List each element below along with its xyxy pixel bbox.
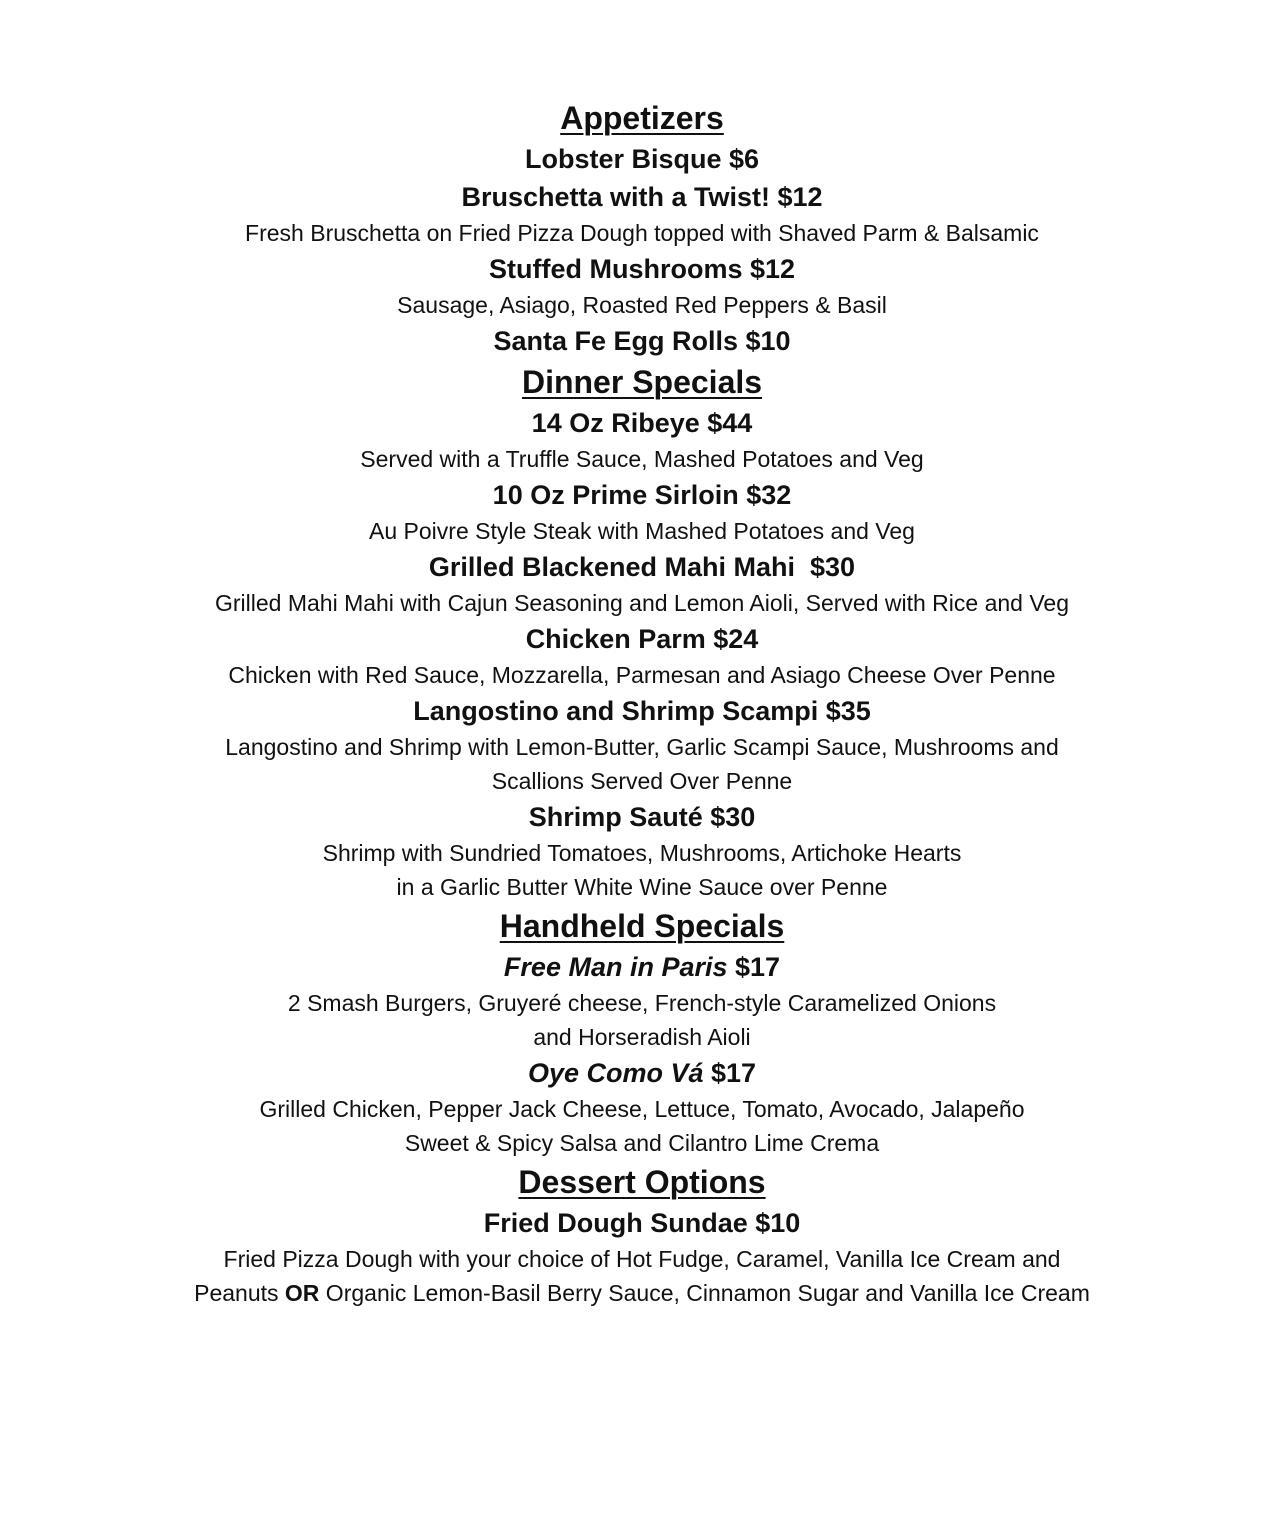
free-man-in-paris-title: Free Man in Paris xyxy=(503,952,728,982)
dessert-options-section xyxy=(0,1160,1284,1310)
stuffed-mushrooms-name: Stuffed Mushrooms $12 xyxy=(488,254,796,284)
free-man-in-paris-name xyxy=(0,948,1284,986)
shrimp-saute-description-line2: in a Garlic Butter White Wine Sauce over Penne xyxy=(396,874,888,900)
oye-como-va-price: $17 xyxy=(703,1058,757,1088)
chicken-parm-description: Chicken with Red Sauce, Mozzarella, Parmesan and Asiago Cheese Over Penne xyxy=(228,662,1056,688)
free-man-in-paris-description-line1: 2 Smash Burgers, Gruyeré cheese, French-style Caramelized Onions xyxy=(287,990,997,1016)
mahi-mahi-description: Grilled Mahi Mahi with Cajun Seasoning and Lemon Aioli, Served with Rice and Veg xyxy=(214,590,1070,616)
handheld-specials-section xyxy=(0,904,1284,1160)
sundae-desc-part-b: Organic Lemon-Basil Berry Sauce, Cinnamon Sugar and Vanilla Ice Cream xyxy=(319,1280,1090,1306)
oye-como-va-title: Oye Como Vá xyxy=(527,1058,704,1088)
stuffed-mushrooms-description: Sausage, Asiago, Roasted Red Peppers & Basil xyxy=(397,292,887,318)
oye-como-va-name xyxy=(0,1054,1284,1092)
mahi-mahi-name xyxy=(0,548,1284,586)
chicken-parm-name: Chicken Parm $24 xyxy=(525,624,759,654)
appetizers-heading: Appetizers xyxy=(560,100,724,136)
ribeye-name: 14 Oz Ribeye $44 xyxy=(531,408,753,438)
bruschetta-name: Bruschetta with a Twist! $12 xyxy=(461,182,823,212)
shrimp-saute-description-line1: Shrimp with Sundried Tomatoes, Mushrooms, Artichoke Hearts xyxy=(322,840,962,866)
appetizers-section xyxy=(0,96,1284,360)
dessert-options-heading: Dessert Options xyxy=(518,1164,766,1200)
dinner-specials-heading: Dinner Specials xyxy=(521,364,763,400)
sirloin-description: Au Poivre Style Steak with Mashed Potatoes and Veg xyxy=(369,518,915,544)
lobster-bisque-name: Lobster Bisque $6 xyxy=(524,144,760,174)
handheld-specials-heading: Handheld Specials xyxy=(499,908,785,944)
mahi-mahi-name-text: Grilled Blackened Mahi Mahi $30 xyxy=(428,552,856,582)
egg-rolls-name: Santa Fe Egg Rolls $10 xyxy=(493,326,791,356)
oye-como-va-description-line2: Sweet & Spicy Salsa and Cilantro Lime Crema xyxy=(404,1130,880,1156)
fried-dough-sundae-description-line2 xyxy=(0,1276,1284,1310)
scampi-description-line2: Scallions Served Over Penne xyxy=(491,768,793,794)
fried-dough-sundae-description-line1: Fried Pizza Dough with your choice of Hot Fudge, Caramel, Vanilla Ice Cream and xyxy=(223,1246,1061,1272)
sundae-desc-or: OR xyxy=(284,1280,320,1306)
fried-dough-sundae-name: Fried Dough Sundae $10 xyxy=(483,1208,801,1238)
scampi-description-line1: Langostino and Shrimp with Lemon-Butter, Garlic Scampi Sauce, Mushrooms and xyxy=(225,734,1059,760)
sundae-desc-part-a: Peanuts xyxy=(194,1280,285,1306)
scampi-name: Langostino and Shrimp Scampi $35 xyxy=(413,696,871,726)
free-man-in-paris-description-line2: and Horseradish Aioli xyxy=(533,1024,751,1050)
ribeye-description: Served with a Truffle Sauce, Mashed Potatoes and Veg xyxy=(360,446,924,472)
free-man-in-paris-price: $17 xyxy=(727,952,781,982)
sirloin-name: 10 Oz Prime Sirloin $32 xyxy=(492,480,792,510)
dinner-specials-section xyxy=(0,360,1284,904)
shrimp-saute-name: Shrimp Sauté $30 xyxy=(528,802,756,832)
bruschetta-description: Fresh Bruschetta on Fried Pizza Dough topped with Shaved Parm & Balsamic xyxy=(245,220,1039,246)
oye-como-va-description-line1: Grilled Chicken, Pepper Jack Cheese, Lettuce, Tomato, Avocado, Jalapeño xyxy=(259,1096,1025,1122)
